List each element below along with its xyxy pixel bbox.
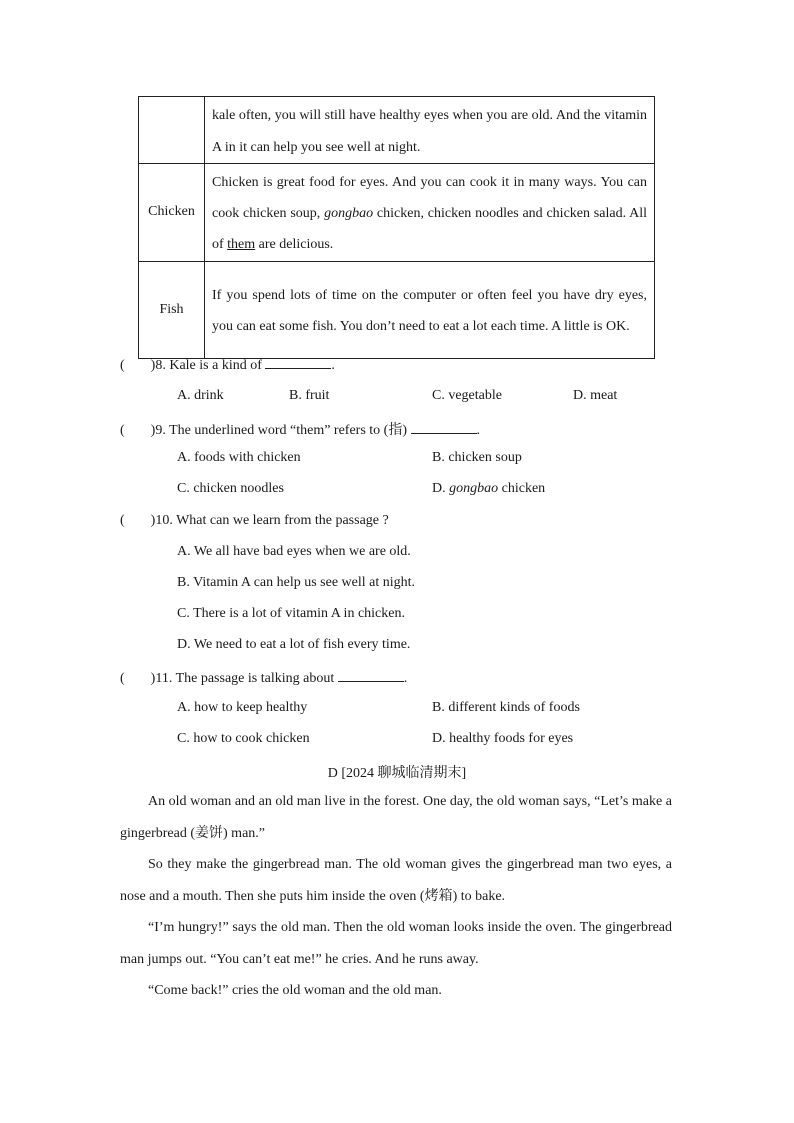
row-text-cell: If you spend lots of time on the computer or often feel you have dry eyes, you can eat some fish. You don’t need to eat a lot each time. A little is OK. [205,261,655,358]
question-9: ( )9. The underlined word “them” refers to (指) . [120,423,480,438]
option-d: D. gongbao chicken [432,481,546,496]
question-10: ( )10. What can we learn from the passage ? [120,513,389,528]
reading-passage [120,786,672,1007]
answer-blank[interactable] [338,669,404,682]
row-text-cell: Chicken is great food for eyes. And you can cook it in many ways. You can cook chicken soup, gongbao chicken, chicken noodles and chicken salad. All of them are delicious. [205,164,655,262]
option-b: B. different kinds of foods [432,700,580,715]
row-text-cell: kale often, you will still have healthy eyes when you are old. And the vitamin A in it can help you see well at night. [205,97,655,164]
question-number: 11. [155,671,173,686]
option-c: C. vegetable [432,388,502,403]
question-11: ( )11. The passage is talking about . [120,671,408,686]
option-c: C. chicken noodles [177,481,284,496]
option-b: B. Vitamin A can help us see well at night. [177,575,416,590]
question-8: ( )8. Kale is a kind of . [120,358,335,373]
option-b: B. chicken soup [432,450,522,465]
row-name-cell: Fish [139,261,205,358]
table-row [139,97,655,164]
answer-blank[interactable] [411,421,477,434]
option-a: A. how to keep healthy [177,700,308,715]
row-name-cell [139,97,205,164]
row-name-cell: Chicken [139,164,205,262]
passage-paragraph: “Come back!” cries the old woman and the old man. [148,983,442,998]
option-a: A. We all have bad eyes when we are old. [177,544,411,559]
option-a: A. foods with chicken [177,450,301,465]
italic-term: gongbao [324,206,374,222]
option-b: B. fruit [289,388,330,403]
passage-paragraph: “I’m hungry!” says the old man. Then the old woman looks inside the oven. The gingerbread man jumps out. “You can’t eat me!” he cries. And he runs away. [120,920,672,967]
option-a: A. drink [177,388,224,403]
underlined-word: them [227,237,256,253]
table-row [139,261,655,358]
answer-blank[interactable] [265,356,331,369]
option-d: D. We need to eat a lot of fish every time. [177,637,411,652]
table-row [139,164,655,262]
option-d: D. healthy foods for eyes [432,731,574,746]
passage-paragraph: So they make the gingerbread man. The old woman gives the gingerbread man two eyes, a nose and a mouth. Then she puts him inside the oven (烤箱) to bake. [120,857,672,904]
passage-paragraph: An old woman and an old man live in the forest. One day, the old woman says, “Let’s make a gingerbread (姜饼) man.” [120,794,672,841]
question-number: 9. [155,423,166,438]
question-number: 10. [155,513,173,528]
food-table [138,96,655,359]
section-title: D [2024 聊城临清期末] [327,766,467,781]
option-d: D. meat [573,388,618,403]
option-c: C. There is a lot of vitamin A in chicken. [177,606,405,621]
option-c: C. how to cook chicken [177,731,310,746]
question-number: 8. [155,358,166,373]
